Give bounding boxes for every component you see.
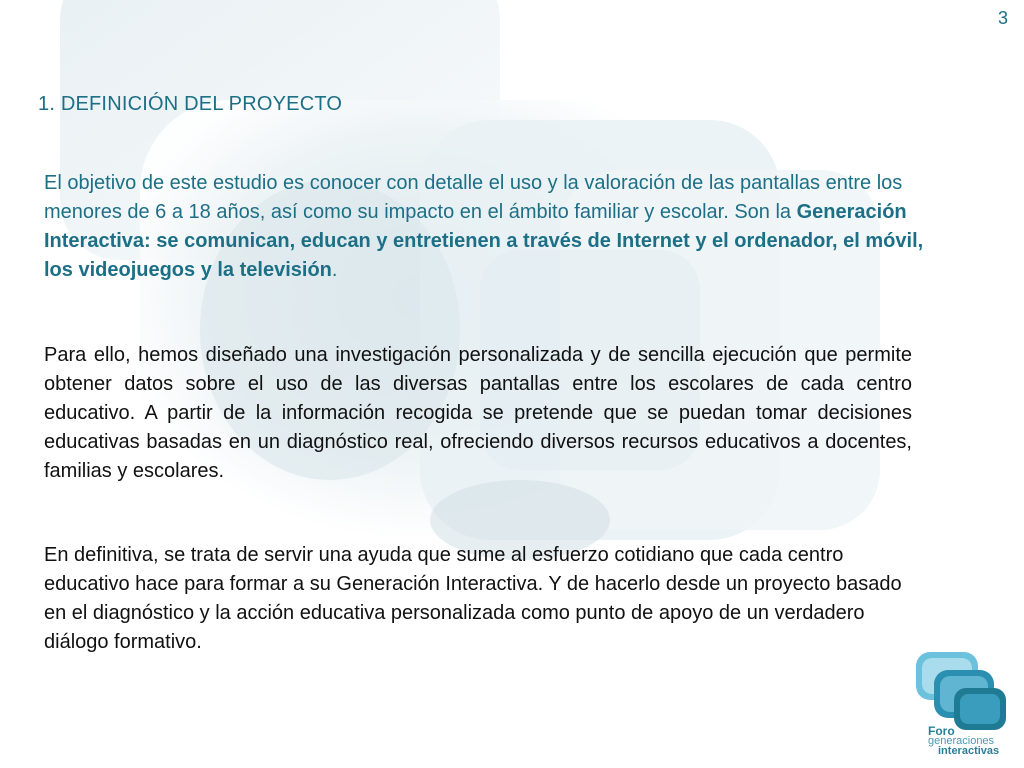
methodology-paragraph: Para ello, hemos diseñado una investigación personalizada y de sencilla ejecución que permite obtener datos sobre el uso de las diversas pantallas entre los escolares de cada centro educativo. A partir de la información recogida se pretende que se puedan tomar decisiones educativas basadas en un diagnóstico real, ofreciendo diversos recursos educativos a docentes, familias y escolares. (44, 344, 912, 482)
logo-line-generaciones: generaciones (928, 735, 995, 747)
logo-line-interactivas: interactivas (938, 745, 1000, 757)
logo-text (928, 726, 999, 756)
page-number: 3 (997, 8, 1008, 28)
generation-definition: Generación Interactiva: se comunican, educan y entretienen a través de Internet y el ordenador, el móvil, los videojuegos y la televisión (44, 201, 924, 281)
objective-intro: El objetivo de este estudio es conocer con detalle el uso y la valoración de las pantallas entre los menores de 6 a 18 años, así como su impacto en el ámbito familiar y escolar. Son la (44, 172, 903, 223)
logo-line-foro: Foro (928, 724, 955, 738)
objective-paragraph (44, 169, 924, 285)
section-heading: 1. DEFINICIÓN DEL PROYECTO (38, 93, 343, 115)
objective-end: . (331, 259, 338, 281)
conclusion-paragraph: En definitiva, se trata de servir una ayuda que sume al esfuerzo cotidiano que cada centro educativo hace para formar a su Generación Interactiva. Y de hacerlo desde un proyecto basado en el diagnóstico y la acción educativa personalizada como punto de apoyo de un verdadero diálogo formativo. (44, 544, 902, 653)
